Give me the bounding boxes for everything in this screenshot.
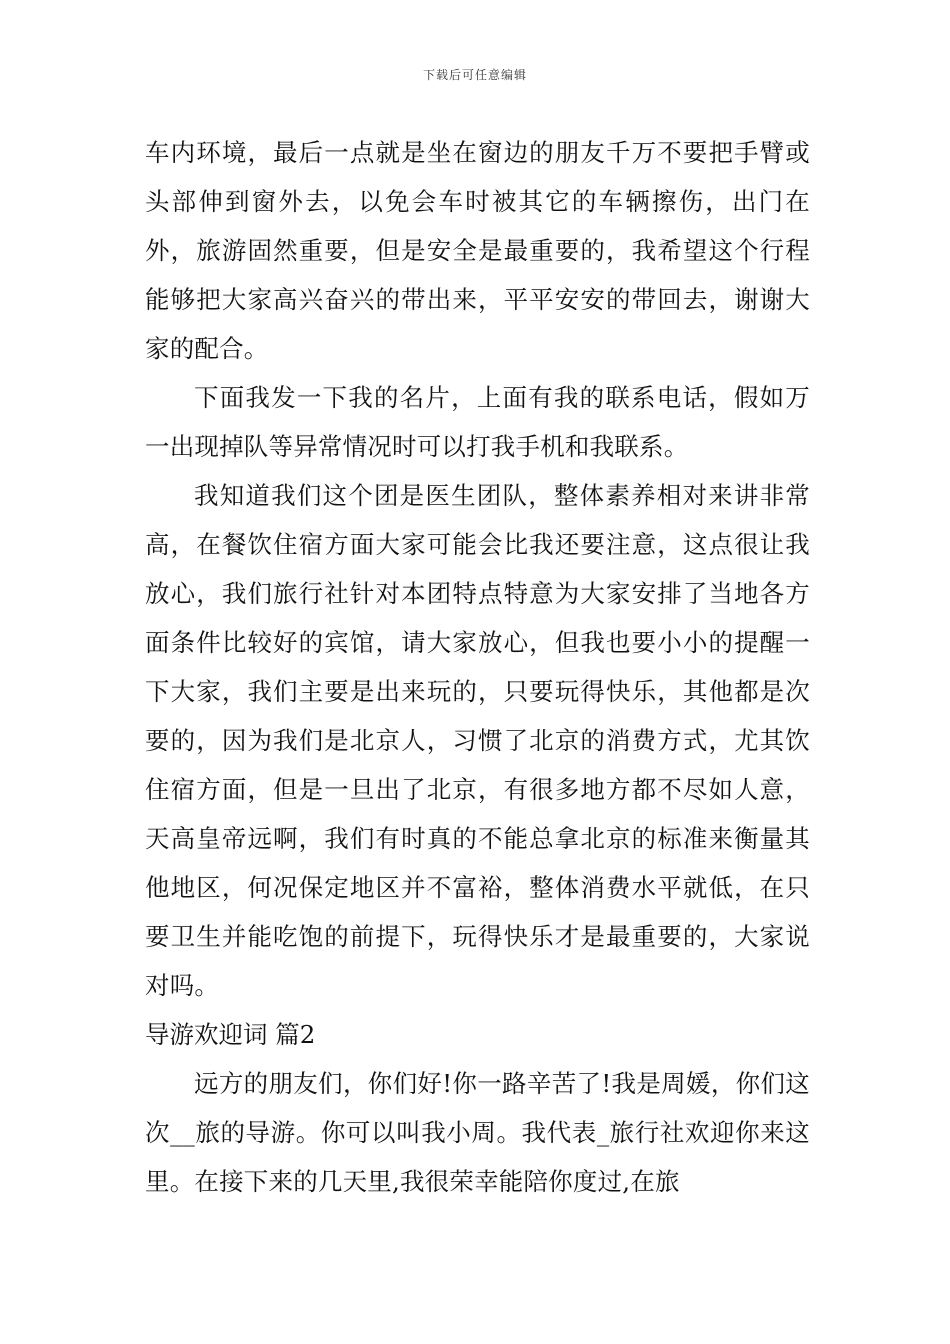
paragraph-4: 远方的朋友们，你们好!你一路辛苦了!我是周媛，你们这次__旅的导游。你可以叫我小周。我代表_旅行社欢迎你来这里。在接下来的几天里,我很荣幸能陪你度过,在旅 — [145, 1069, 810, 1196]
paragraph-3: 我知道我们这个团是医生团队，整体素养相对来讲非常高，在餐饮住宿方面大家可能会比我还要注意，这点很让我放心，我们旅行社针对本团特点特意为大家安排了当地各方面条件比较好的宾馆，请大家放心，但我也要小小的提醒一下大家，我们主要是出来玩的，只要玩得快乐，其他都是次要的，因为我们是北京人，习惯了北京的消费方式，尤其饮住宿方面，但是一旦出了北京，有很多地方都不尽如人意，天高皇帝远啊，我们有时真的不能总拿北京的标准来衡量其他地区，何况保定地区并不富裕，整体消费水平就低，在只要卫生并能吃饱的前提下，玩得快乐才是最重要的，大家说对吗。 — [145, 481, 810, 1000]
paragraph-1: 车内环境，最后一点就是坐在窗边的朋友千万不要把手臂或头部伸到窗外去，以免会车时被其它的车辆擦伤，出门在外，旅游固然重要，但是安全是最重要的，我希望这个行程能够把大家高兴奋兴的带出来，平平安安的带回去，谢谢大家的配合。 — [145, 138, 810, 363]
section-title: 导游欢迎词 篇2 — [145, 1020, 316, 1049]
document-body — [145, 128, 810, 1206]
paragraph-2: 下面我发一下我的名片，上面有我的联系电话，假如万一出现掉队等异常情况时可以打我手机和我联系。 — [145, 383, 810, 461]
header-note: 下载后可任意编辑 — [422, 68, 527, 82]
